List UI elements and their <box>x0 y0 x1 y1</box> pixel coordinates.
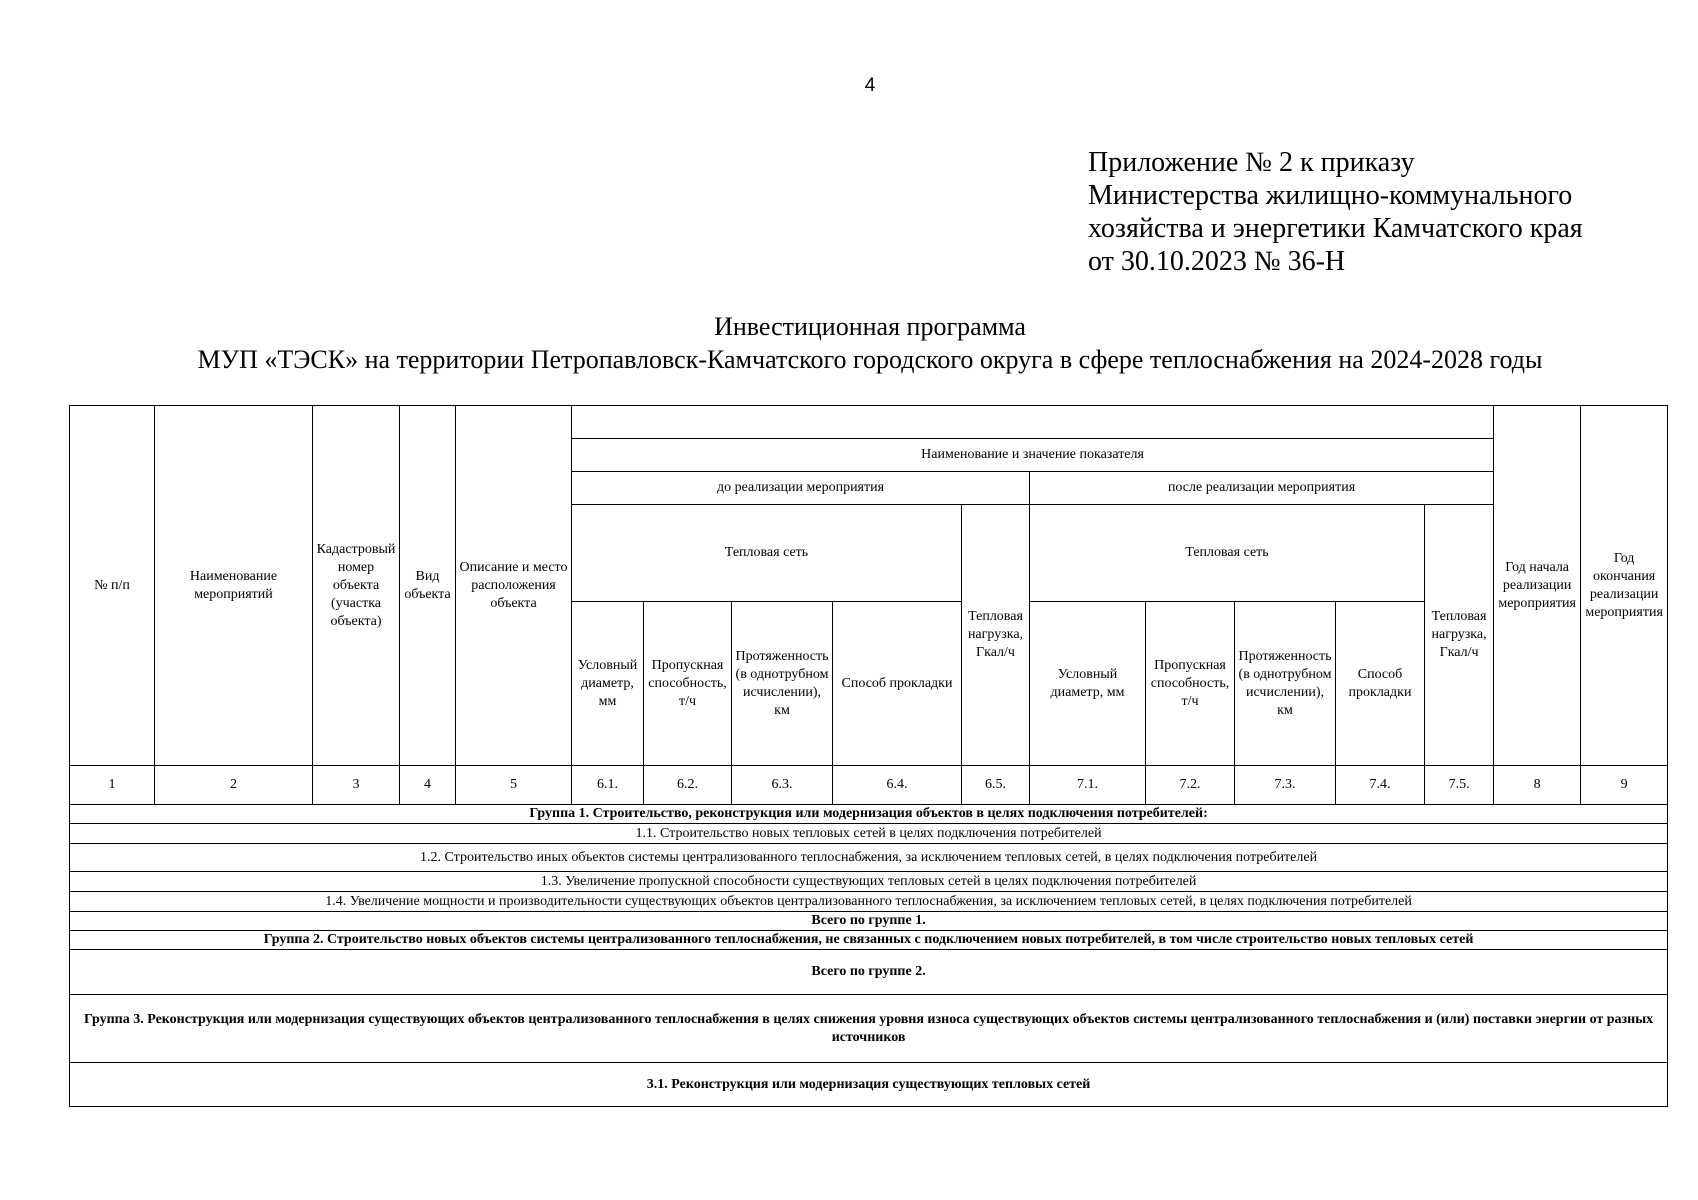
section-row: 1.2. Строительство иных объектов системы централизованного теплоснабжения, за исключением тепловых сетей, в целях подключения потребителей <box>70 844 1668 872</box>
section-row: 3.1. Реконструкция или модернизация существующих тепловых сетей <box>70 1063 1668 1107</box>
document-title: Инвестиционная программа <box>714 312 1026 341</box>
column-number: 7.5. <box>1425 766 1494 805</box>
header-throughput-after: Пропускная способность, т/ч <box>1146 602 1235 766</box>
header-network-after: Тепловая сеть <box>1030 505 1425 602</box>
header-cadastral: Кадастровый номер объекта (участка объекта) <box>313 406 400 766</box>
header-throughput-before: Пропускная способность, т/ч <box>644 602 732 766</box>
header-type: Вид объекта <box>400 406 456 766</box>
header-year-start: Год начала реализации мероприятия <box>1494 406 1581 766</box>
document-subtitle: МУП «ТЭСК» на территории Петропавловск-Камчатского городского округа в сфере теплоснабжения на 2024-2028 годы <box>197 345 1543 374</box>
header-length-after: Протяженность (в однотрубном исчислении), км <box>1235 602 1336 766</box>
appendix-line: от 30.10.2023 № 36-Н <box>1088 246 1346 277</box>
header-laying-before: Способ прокладки <box>833 602 962 766</box>
column-number: 6.3. <box>732 766 833 805</box>
page-number: 4 <box>864 75 876 96</box>
appendix-block <box>1088 146 1583 278</box>
header-description: Описание и место расположения объекта <box>456 406 572 766</box>
section-row: Группа 2. Строительство новых объектов системы централизованного теплоснабжения, не связанных с подключением новых потребителей, в том числе строительство новых тепловых сетей <box>70 931 1668 950</box>
column-number: 6.1. <box>572 766 644 805</box>
column-number: 7.2. <box>1146 766 1235 805</box>
column-number: 7.1. <box>1030 766 1146 805</box>
section-row: Группа 3. Реконструкция или модернизация существующих объектов централизованного теплоснабжения в целях снижения уровня износа существующих объектов системы централизованного теплоснабжения и (или) поставки энергии от разных источников <box>70 995 1668 1063</box>
appendix-line: Приложение № 2 к приказу <box>1088 147 1415 178</box>
header-load-after: Тепловая нагрузка, Гкал/ч <box>1425 505 1494 766</box>
header-name: Наименование мероприятий <box>155 406 313 766</box>
section-row: Всего по группе 2. <box>70 950 1668 995</box>
header-diameter-before: Условный диаметр, мм <box>572 602 644 766</box>
column-number: 6.5. <box>962 766 1030 805</box>
header-diameter-after: Условный диаметр, мм <box>1030 602 1146 766</box>
column-number: 7.3. <box>1235 766 1336 805</box>
header-year-end: Год окончания реализации мероприятия <box>1581 406 1668 766</box>
section-row: Группа 1. Строительство, реконструкция или модернизация объектов в целях подключения потребителей: <box>70 805 1668 824</box>
header-network-before: Тепловая сеть <box>572 505 962 602</box>
header-length-before: Протяженность (в однотрубном исчислении), км <box>732 602 833 766</box>
column-number: 6.4. <box>833 766 962 805</box>
section-row: 1.3. Увеличение пропускной способности существующих тепловых сетей в целях подключения потребителей <box>70 872 1668 892</box>
header-load-before: Тепловая нагрузка, Гкал/ч <box>962 505 1030 766</box>
column-number: 4 <box>400 766 456 805</box>
appendix-line: Министерства жилищно-коммунального <box>1088 180 1573 211</box>
column-number: 6.2. <box>644 766 732 805</box>
column-number: 8 <box>1494 766 1581 805</box>
section-row: 1.1. Строительство новых тепловых сетей в целях подключения потребителей <box>70 824 1668 844</box>
section-row: Всего по группе 1. <box>70 912 1668 931</box>
column-number: 2 <box>155 766 313 805</box>
column-number: 1 <box>70 766 155 805</box>
header-blank <box>572 406 1494 439</box>
header-indicator: Наименование и значение показателя <box>572 439 1494 472</box>
header-num: № п/п <box>70 406 155 766</box>
section-row: 1.4. Увеличение мощности и производительности существующих объектов централизованного теплоснабжения, за исключением тепловых сетей, в целях подключения потребителей <box>70 892 1668 912</box>
appendix-line: хозяйства и энергетики Камчатского края <box>1088 213 1583 244</box>
header-laying-after: Способ прокладки <box>1336 602 1425 766</box>
header-before: до реализации мероприятия <box>572 472 1030 505</box>
column-number: 3 <box>313 766 400 805</box>
column-number: 9 <box>1581 766 1668 805</box>
column-number: 5 <box>456 766 572 805</box>
investment-table <box>69 405 1668 1107</box>
column-number: 7.4. <box>1336 766 1425 805</box>
header-after: после реализации мероприятия <box>1030 472 1494 505</box>
